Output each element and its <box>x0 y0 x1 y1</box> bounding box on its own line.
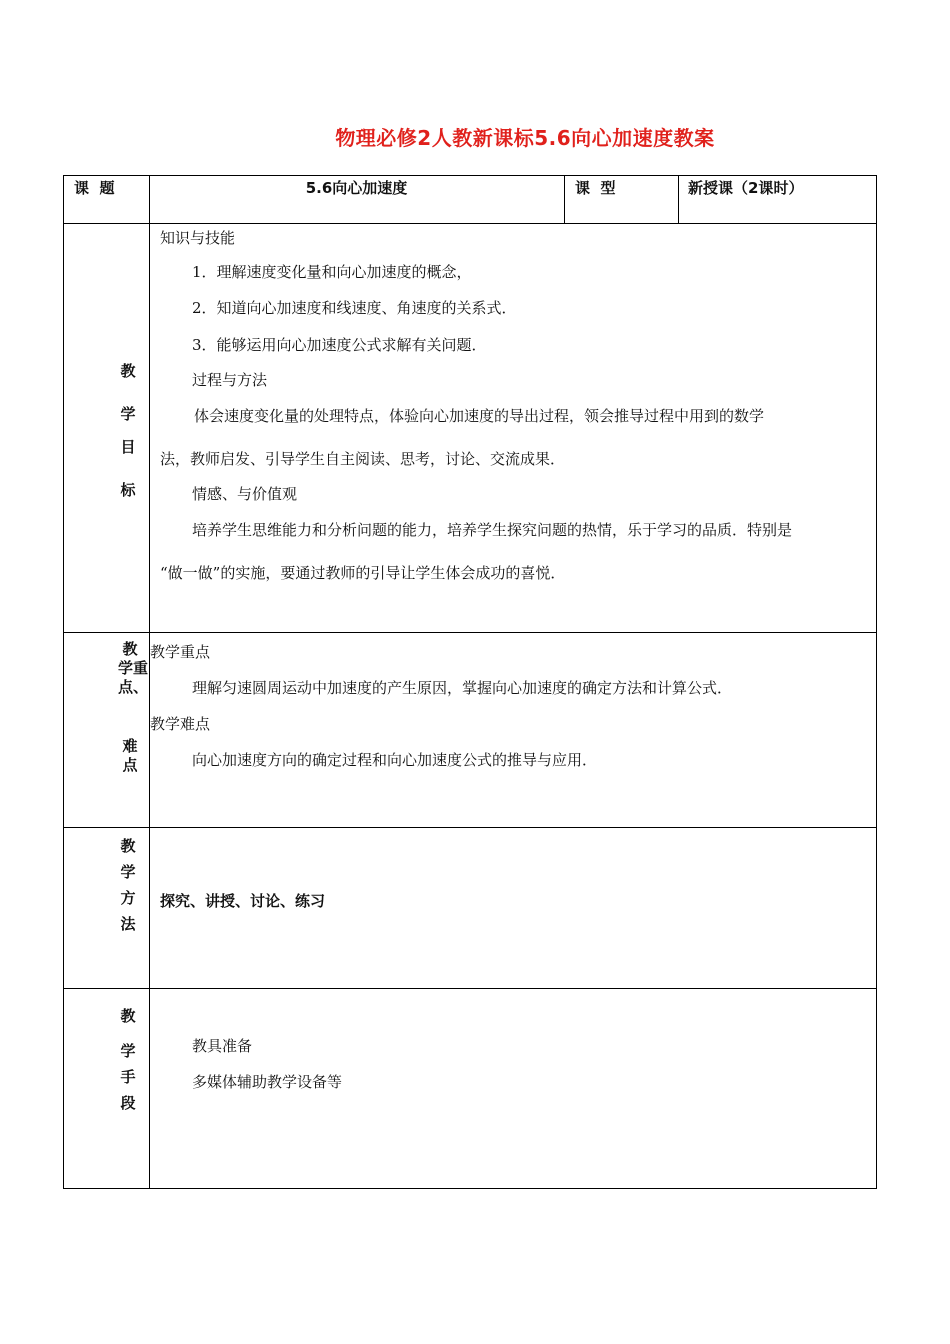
keypoints-label-line: 学重点、 <box>118 659 149 696</box>
keypoints-label-line: 难 <box>122 737 138 755</box>
means-label-char: 段 <box>120 1094 136 1112</box>
objective-item: 3．能够运用向心加速度公式求解有关问题． <box>192 336 487 354</box>
objectives-label-char: 教 <box>120 362 136 380</box>
objective-item: 1．理解速度变化量和向心加速度的概念， <box>192 263 472 281</box>
knowledge-heading: 知识与技能 <box>160 229 236 247</box>
header-divider-1 <box>564 175 565 223</box>
table-left-border <box>63 175 64 1189</box>
key-point-heading: 教学重点 <box>150 643 211 661</box>
methods-label-char: 法 <box>120 915 136 933</box>
methods-label <box>108 835 148 934</box>
emotion-text-line-2: “做一做”的实施，要通过教师的引导让学生体会成功的喜悦． <box>160 564 566 582</box>
type-value: 新授课（2课时） <box>688 179 804 197</box>
difficult-point-text: 向心加速度方向的确定过程和向心加速度公式的推导与应用． <box>192 751 598 769</box>
means-label-char: 学 <box>120 1042 136 1060</box>
type-label: 课 型 <box>575 179 616 197</box>
row-divider-header <box>63 223 877 224</box>
key-point-text: 理解匀速圆周运动中加速度的产生原因，掌握向心加速度的确定方法和计算公式． <box>192 679 733 697</box>
header-divider-2 <box>678 175 679 223</box>
methods-label-char: 方 <box>120 889 136 907</box>
process-text-line-1: 体会速度变化量的处理特点，体验向心加速度的导出过程，领会推导过程中用到的数学 <box>194 407 765 425</box>
topic-label: 课 题 <box>74 179 115 197</box>
row-divider-methods <box>63 988 877 989</box>
objective-item: 2．知道向心加速度和线速度、角速度的关系式． <box>192 299 517 317</box>
process-heading: 过程与方法 <box>192 371 268 389</box>
methods-text: 探究、讲授、讨论、练习 <box>160 892 326 910</box>
means-heading: 教具准备 <box>192 1037 253 1055</box>
methods-label-char: 教 <box>120 837 136 855</box>
means-label <box>108 1005 148 1113</box>
means-label-char: 手 <box>120 1068 136 1086</box>
process-text-line-2: 法，教师启发、引导学生自主阅读、思考，讨论、交流成果． <box>160 450 566 468</box>
keypoints-label-line: 教 <box>122 640 138 658</box>
difficult-point-heading: 教学难点 <box>150 715 211 733</box>
means-text: 多媒体辅助教学设备等 <box>192 1073 343 1091</box>
objectives-label-char: 目 <box>120 438 136 456</box>
objectives-label <box>108 360 148 500</box>
row-divider-keypoints <box>63 827 877 828</box>
objectives-label-char: 标 <box>120 481 136 499</box>
table-bottom-border <box>63 1188 877 1189</box>
objectives-label-char: 学 <box>120 405 136 423</box>
emotion-heading: 情感、与价值观 <box>192 485 298 503</box>
keypoints-label-line: 点 <box>122 756 138 774</box>
emotion-text-line-1: 培养学生思维能力和分析问题的能力，培养学生探究问题的热情，乐于学习的品质．特别是 <box>192 521 793 539</box>
table-top-border <box>63 175 877 176</box>
topic-value: 5.6向心加速度 <box>305 179 408 197</box>
table-right-border <box>876 175 877 1189</box>
row-divider-objectives <box>63 632 877 633</box>
means-label-char: 教 <box>120 1007 136 1025</box>
document-title: 物理必修2人教新课标5.6向心加速度教案 <box>335 126 715 150</box>
methods-label-char: 学 <box>120 863 136 881</box>
